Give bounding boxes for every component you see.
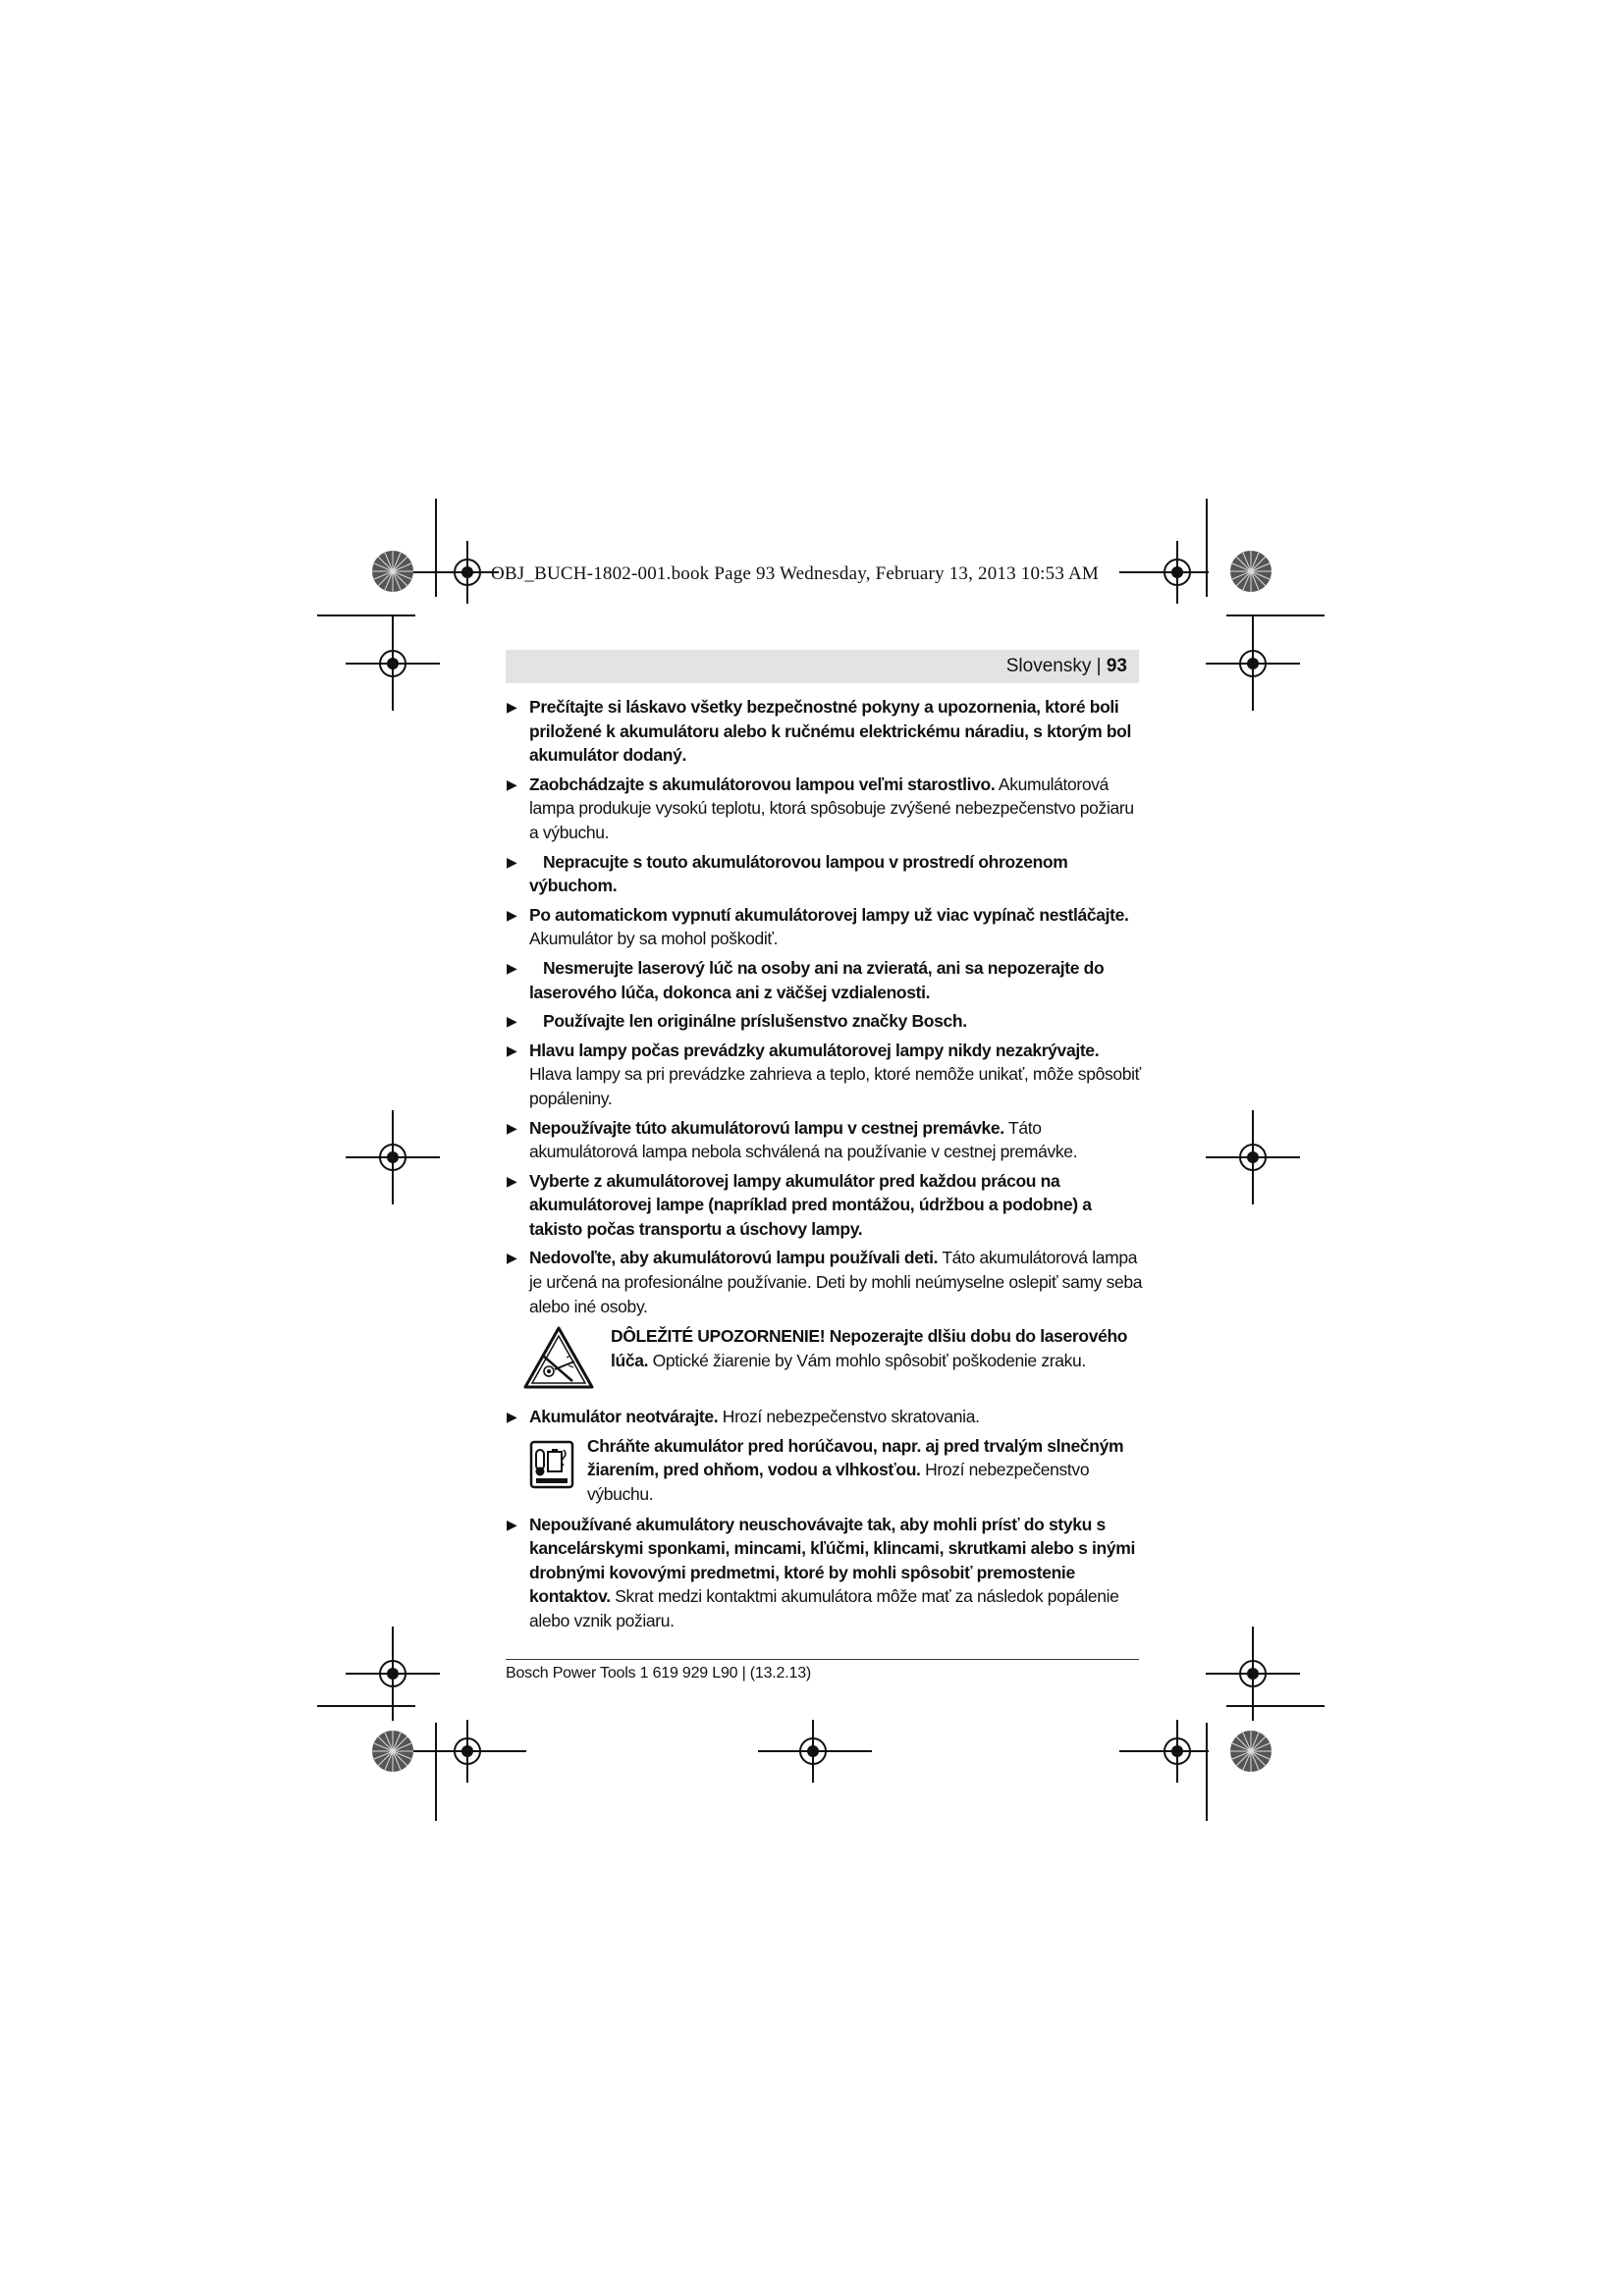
list-item — [506, 956, 1144, 1004]
registration-mark-icon — [346, 1110, 440, 1204]
item-bold-text: Používajte len originálne príslušenstvo značky Bosch. — [543, 1011, 967, 1032]
warning-bold-text: DÔLEŽITÉ UPOZORNENIE! Nepozerajte dlšiu dobu do laserového lúča. — [611, 1326, 1128, 1370]
battery-heat-warning-icon — [529, 1440, 574, 1489]
starburst-target-icon — [371, 1730, 414, 1773]
item-bold-text: Prečítajte si láskavo všetky bezpečnostné pokyny a upozornenia, ktoré boli priložené k akumulátoru alebo k ručnému elektrickému náradiu, s ktorým bol akumulátor dodaný. — [529, 697, 1132, 766]
list-item — [506, 1009, 1144, 1034]
list-item — [506, 773, 1144, 845]
page-header — [506, 650, 1139, 683]
crop-line — [412, 571, 440, 573]
list-item — [506, 1116, 1144, 1164]
item-bold-text: Akumulátor neotvárajte. — [529, 1407, 719, 1427]
crop-line — [758, 1750, 872, 1752]
list-item — [506, 903, 1144, 951]
list-item — [506, 1169, 1144, 1242]
footer-divider — [506, 1659, 1139, 1660]
item-bold-text: Po automatickom vypnutí akumulátorovej lampy už viac vypínač nestláčajte. — [529, 904, 1129, 925]
item-text: Akumulátorová lampa produkuje vysokú teplotu, ktorá spôsobuje zvýšené nebezpečenstvo požiaru a výbuchu. — [529, 774, 1134, 842]
warning-bold-text: Chráňte akumulátor pred horúčavou, napr. aj pred trvalým slnečným žiarením, pred ohňom, vodou a vlhkosťou. — [587, 1435, 1124, 1480]
item-text: Akumulátor by sa mohol poškodiť. — [529, 929, 779, 949]
crop-line — [1119, 1750, 1208, 1752]
warning-text: Optické žiarenie by Vám mohlo spôsobiť poškodenie zraku. — [648, 1350, 1086, 1370]
bullet-arrow-icon: ▶ — [507, 775, 517, 792]
registration-mark-icon — [1206, 1110, 1300, 1204]
print-slug: OBJ_BUCH-1802-001.book Page 93 Wednesday, February 13, 2013 10:53 AM — [491, 563, 1099, 584]
registration-mark-icon — [346, 616, 440, 711]
bullet-arrow-icon: ▶ — [507, 959, 517, 976]
item-bold-text: Nepracujte s touto akumulátorovou lampou v prostredí ohrozenom výbuchom. — [529, 851, 1068, 896]
laser-warning — [506, 1324, 1144, 1395]
registration-mark-icon — [436, 541, 499, 604]
list-item — [506, 1405, 1144, 1429]
bullet-arrow-icon: ▶ — [507, 1409, 517, 1425]
item-bold-text: Nesmerujte laserový lúč na osoby ani na zvieratá, ani sa nepozerajte do laserového lúča, dokonca ani z väčšej vzdialenosti. — [529, 957, 1105, 1002]
safety-instructions — [506, 695, 1144, 1638]
starburst-target-icon — [1229, 550, 1272, 593]
header-language: Slovensky — [1005, 656, 1092, 676]
registration-mark-icon — [1206, 1627, 1300, 1721]
header-label — [1006, 656, 1127, 677]
bullet-arrow-icon: ▶ — [507, 1119, 517, 1136]
crop-line — [1119, 571, 1149, 573]
item-bold-text: Nepoužívané akumulátory neuschovávajte tak, aby mohli prísť do styku s kancelárskymi sponkami, mincami, kľúčmi, klincami, skrutkami alebo s inými drobnými kovovými predmetmi, ktoré by mohli spôsobiť premostenie kontaktov. — [529, 1514, 1135, 1607]
heat-warning — [529, 1434, 1144, 1507]
item-bold-text: Zaobchádzajte s akumulátorovou lampou veľmi starostlivo. — [529, 774, 996, 794]
bullet-arrow-icon: ▶ — [507, 853, 517, 870]
page-footer: Bosch Power Tools 1 619 929 L90 | (13.2.13) — [506, 1665, 812, 1682]
list-item — [506, 850, 1144, 898]
bullet-arrow-icon: ▶ — [507, 906, 517, 923]
bullet-arrow-icon: ▶ — [507, 699, 517, 715]
laser-warning-icon — [523, 1326, 594, 1391]
item-bold-text: Vyberte z akumulátorovej lampy akumulátor pred každou prácou na akumulátorovej lampe (napríklad pred montážou, údržbou a podobne) a takisto počas transportu a úschovy lampy. — [529, 1170, 1092, 1239]
registration-mark-icon — [346, 1627, 440, 1721]
starburst-target-icon — [371, 550, 414, 593]
item-text: Skrat medzi kontaktmi akumulátora môže mať za následok popálenie alebo vznik požiaru. — [529, 1586, 1119, 1630]
list-item — [506, 1513, 1144, 1633]
item-text: Táto akumulátorová lampa nebola schválená na používanie v cestnej premávke. — [529, 1117, 1078, 1162]
item-bold-text: Nepoužívajte túto akumulátorovú lampu v cestnej premávke. — [529, 1117, 1004, 1138]
item-text: Hrozí nebezpečenstvo skratovania. — [718, 1407, 980, 1427]
bullet-arrow-icon: ▶ — [507, 1172, 517, 1189]
list-item — [506, 1246, 1144, 1318]
bullet-arrow-icon: ▶ — [507, 1041, 517, 1058]
item-bold-text: Nedovoľte, aby akumulátorovú lampu používali deti. — [529, 1248, 939, 1268]
bullet-arrow-icon: ▶ — [507, 1013, 517, 1030]
list-item — [506, 1039, 1144, 1111]
page-number: 93 — [1106, 656, 1127, 676]
bullet-arrow-icon: ▶ — [507, 1516, 517, 1532]
bullet-arrow-icon: ▶ — [507, 1250, 517, 1266]
crop-line — [412, 1750, 526, 1752]
header-separator: | — [1091, 656, 1107, 676]
list-item — [506, 695, 1144, 768]
warning-text: Hrozí nebezpečenstvo výbuchu. — [587, 1460, 1090, 1505]
registration-mark-icon — [1146, 541, 1209, 604]
item-bold-text: Hlavu lampy počas prevádzky akumulátorovej lampy nikdy nezakrývajte. — [529, 1040, 1100, 1060]
starburst-target-icon — [1229, 1730, 1272, 1773]
item-text: Táto akumulátorová lampa je určená na profesionálne používanie. Deti by mohli neúmyselne oslepiť samy seba alebo iné osoby. — [529, 1248, 1143, 1316]
item-text: Hlava lampy sa pri prevádzke zahrieva a teplo, ktoré nemôže unikať, môže spôsobiť popáleniny. — [529, 1064, 1141, 1108]
registration-mark-icon — [1206, 616, 1300, 711]
